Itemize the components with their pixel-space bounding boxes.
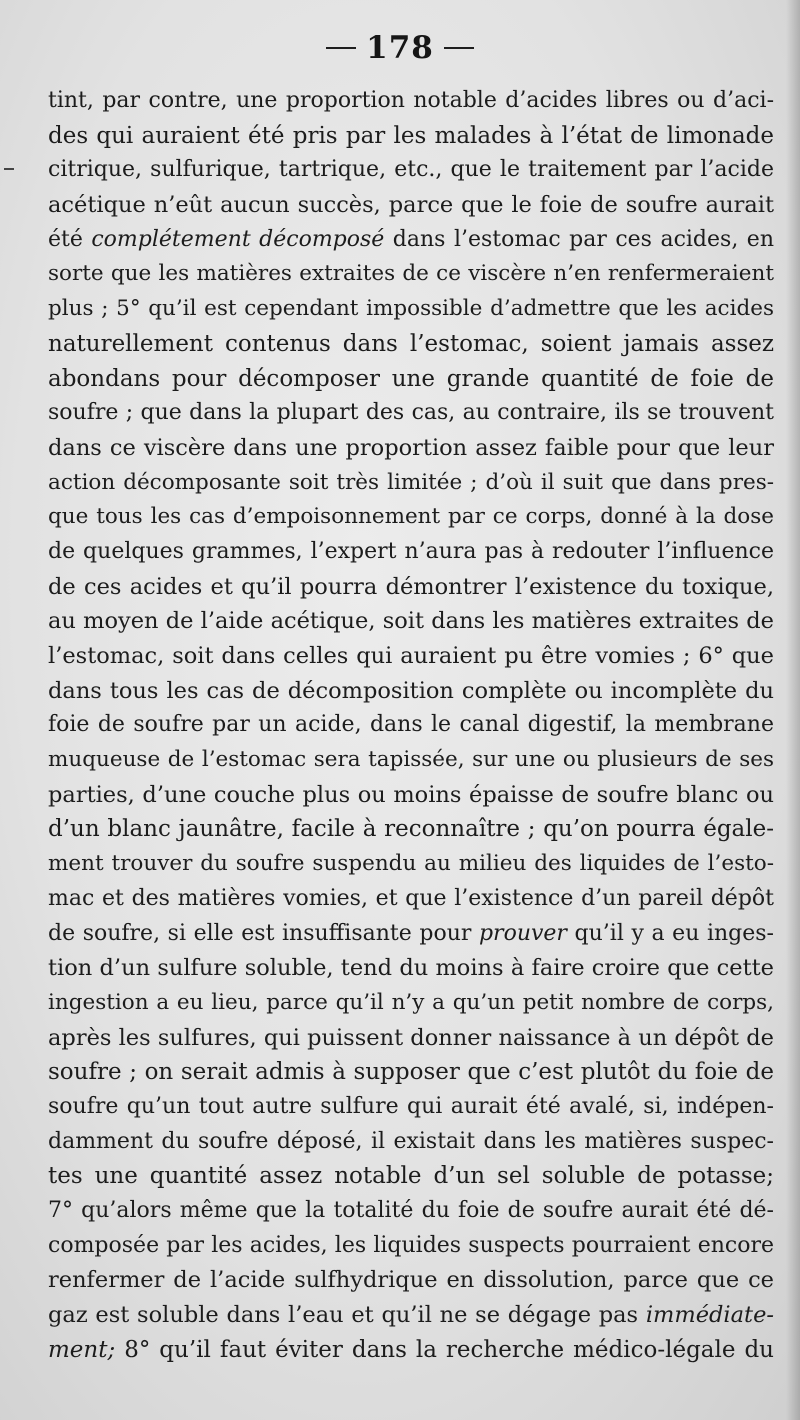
- text-line: [48, 1229, 774, 1264]
- text-segment: damment du soufre déposé, il existait dans les matières suspec-: [48, 1128, 774, 1154]
- text-segment: de ces acides et qu’il pourra démontrer l’existence du toxique,: [48, 573, 774, 600]
- body-text: [48, 84, 774, 1367]
- text-line: [48, 674, 774, 709]
- text-line: [48, 570, 774, 605]
- text-segment: ment trouver du soufre suspendu au milieu des liquides de l’esto-: [48, 851, 774, 877]
- page-number-dash-left: [326, 47, 356, 49]
- text-segment: 7° qu’alors même que la totalité du foie de soufre aurait été dé-: [48, 1198, 774, 1223]
- text-segment: d’un blanc jaunâtre, facile à reconnaître ; qu’on pourra égale-: [48, 816, 774, 843]
- text-line: [48, 778, 774, 813]
- text-segment: soufre qu’un tout autre sulfure qui aurait été avalé, si, indépen-: [48, 1093, 774, 1119]
- text-line: [48, 1333, 774, 1368]
- text-segment: soufre ; que dans la plupart des cas, au contraire, ils se trouvent: [48, 400, 774, 426]
- text-line: [48, 153, 774, 188]
- italic-text: ment;: [48, 1336, 116, 1363]
- text-segment: des qui auraient été pris par les malades à l’état de limonade: [48, 122, 774, 149]
- text-line: [48, 84, 774, 119]
- text-segment: été: [48, 226, 92, 252]
- text-segment: action décomposante soit très limitée ; d’où il suit que dans pres-: [48, 469, 774, 495]
- text-segment: tion d’un sulfure soluble, tend du moins à faire croire que cette: [48, 955, 774, 982]
- text-segment: acétique n’eût aucun succès, parce que le foie de soufre aurait: [48, 192, 774, 219]
- italic-text: complétement décomposé: [91, 226, 385, 252]
- text-segment: parties, d’une couche plus ou moins épaisse de soufre blanc ou: [48, 781, 774, 808]
- text-line: [48, 1125, 774, 1160]
- text-segment: mac et des matières vomies, et que l’existence d’un pareil dépôt: [48, 885, 774, 911]
- text-segment: après les sulfures, qui puissent donner naissance à un dépôt de: [48, 1024, 774, 1051]
- text-line: [48, 431, 774, 466]
- text-line: [48, 743, 774, 778]
- text-line: [48, 812, 774, 847]
- italic-text: immédiate-: [645, 1302, 774, 1329]
- text-segment: dans tous les cas de décomposition complète ou incomplète du: [48, 677, 774, 704]
- text-segment: citrique, sulfurique, tartrique, etc., que le traitement par l’acide: [48, 157, 774, 183]
- text-segment: tint, par contre, une proportion notable d’acides libres ou d’aci-: [48, 88, 774, 113]
- text-line: [48, 847, 774, 882]
- text-line: [48, 257, 774, 292]
- page-number: [0, 30, 800, 66]
- text-line: [48, 500, 774, 535]
- text-line: [48, 292, 774, 327]
- margin-mark: [4, 168, 14, 170]
- page-number-dash-right: [444, 47, 474, 49]
- text-segment: de quelques grammes, l’expert n’aura pas à redouter l’influence: [48, 538, 774, 564]
- text-line: [48, 917, 774, 952]
- text-line: [48, 466, 774, 501]
- page-edge-shadow: [786, 0, 800, 1420]
- text-segment: soufre ; on serait admis à supposer que c’est plutôt du foie de: [48, 1059, 774, 1086]
- text-segment: l’estomac, soit dans celles qui auraient pu être vomies ; 6° que: [48, 643, 774, 669]
- text-segment: ingestion a eu lieu, parce qu’il n’y a qu’un petit nombre de corps,: [48, 989, 774, 1015]
- text-segment: sorte que les matières extraites de ce viscère n’en renfermeraient: [48, 261, 774, 287]
- text-segment: composée par les acides, les liquides suspects pourraient encore: [48, 1232, 774, 1258]
- text-line: [48, 951, 774, 986]
- text-line: [48, 535, 774, 570]
- text-line: [48, 119, 774, 154]
- text-line: [48, 396, 774, 431]
- text-segment: dans ce viscère dans une proportion assez faible pour que leur: [48, 434, 774, 461]
- text-segment: 8° qu’il faut éviter dans la recherche médico-légale du: [115, 1336, 774, 1363]
- text-line: [48, 188, 774, 223]
- text-line: [48, 362, 774, 397]
- text-segment: renfermer de l’acide sulfhydrique en dissolution, parce que ce: [48, 1267, 774, 1294]
- text-segment: au moyen de l’aide acétique, soit dans les matières extraites de: [48, 608, 774, 635]
- text-line: [48, 1263, 774, 1298]
- text-segment: tes une quantité assez notable d’un sel soluble de potasse;: [48, 1163, 774, 1190]
- text-segment: gaz est soluble dans l’eau et qu’il ne se dégage pas: [48, 1302, 646, 1329]
- text-line: [48, 327, 774, 362]
- text-line: [48, 1021, 774, 1056]
- text-line: [48, 882, 774, 917]
- text-segment: dans l’estomac par ces acides, en: [384, 226, 774, 252]
- text-segment: que tous les cas d’empoisonnement par ce corps, donné à la dose: [48, 504, 774, 530]
- page-number-value: 178: [366, 30, 434, 66]
- text-line: [48, 223, 774, 258]
- text-line: [48, 708, 774, 743]
- text-line: [48, 1194, 774, 1229]
- text-segment: naturellement contenus dans l’estomac, soient jamais assez: [48, 330, 774, 357]
- text-segment: abondans pour décomposer une grande quantité de foie de: [48, 365, 774, 392]
- text-line: [48, 1090, 774, 1125]
- text-segment: qu’il y a eu inges-: [566, 920, 774, 946]
- text-segment: de soufre, si elle est insuffisante pour: [48, 920, 479, 946]
- text-line: [48, 1298, 774, 1333]
- text-line: [48, 1055, 774, 1090]
- text-line: [48, 639, 774, 674]
- text-line: [48, 986, 774, 1021]
- text-segment: muqueuse de l’estomac sera tapissée, sur une ou plusieurs de ses: [48, 747, 774, 773]
- text-segment: plus ; 5° qu’il est cependant impossible d’admettre que les acides: [48, 296, 774, 322]
- text-segment: foie de soufre par un acide, dans le canal digestif, la membrane: [48, 712, 774, 738]
- text-line: [48, 604, 774, 639]
- italic-text: prouver: [478, 920, 567, 946]
- text-line: [48, 1159, 774, 1194]
